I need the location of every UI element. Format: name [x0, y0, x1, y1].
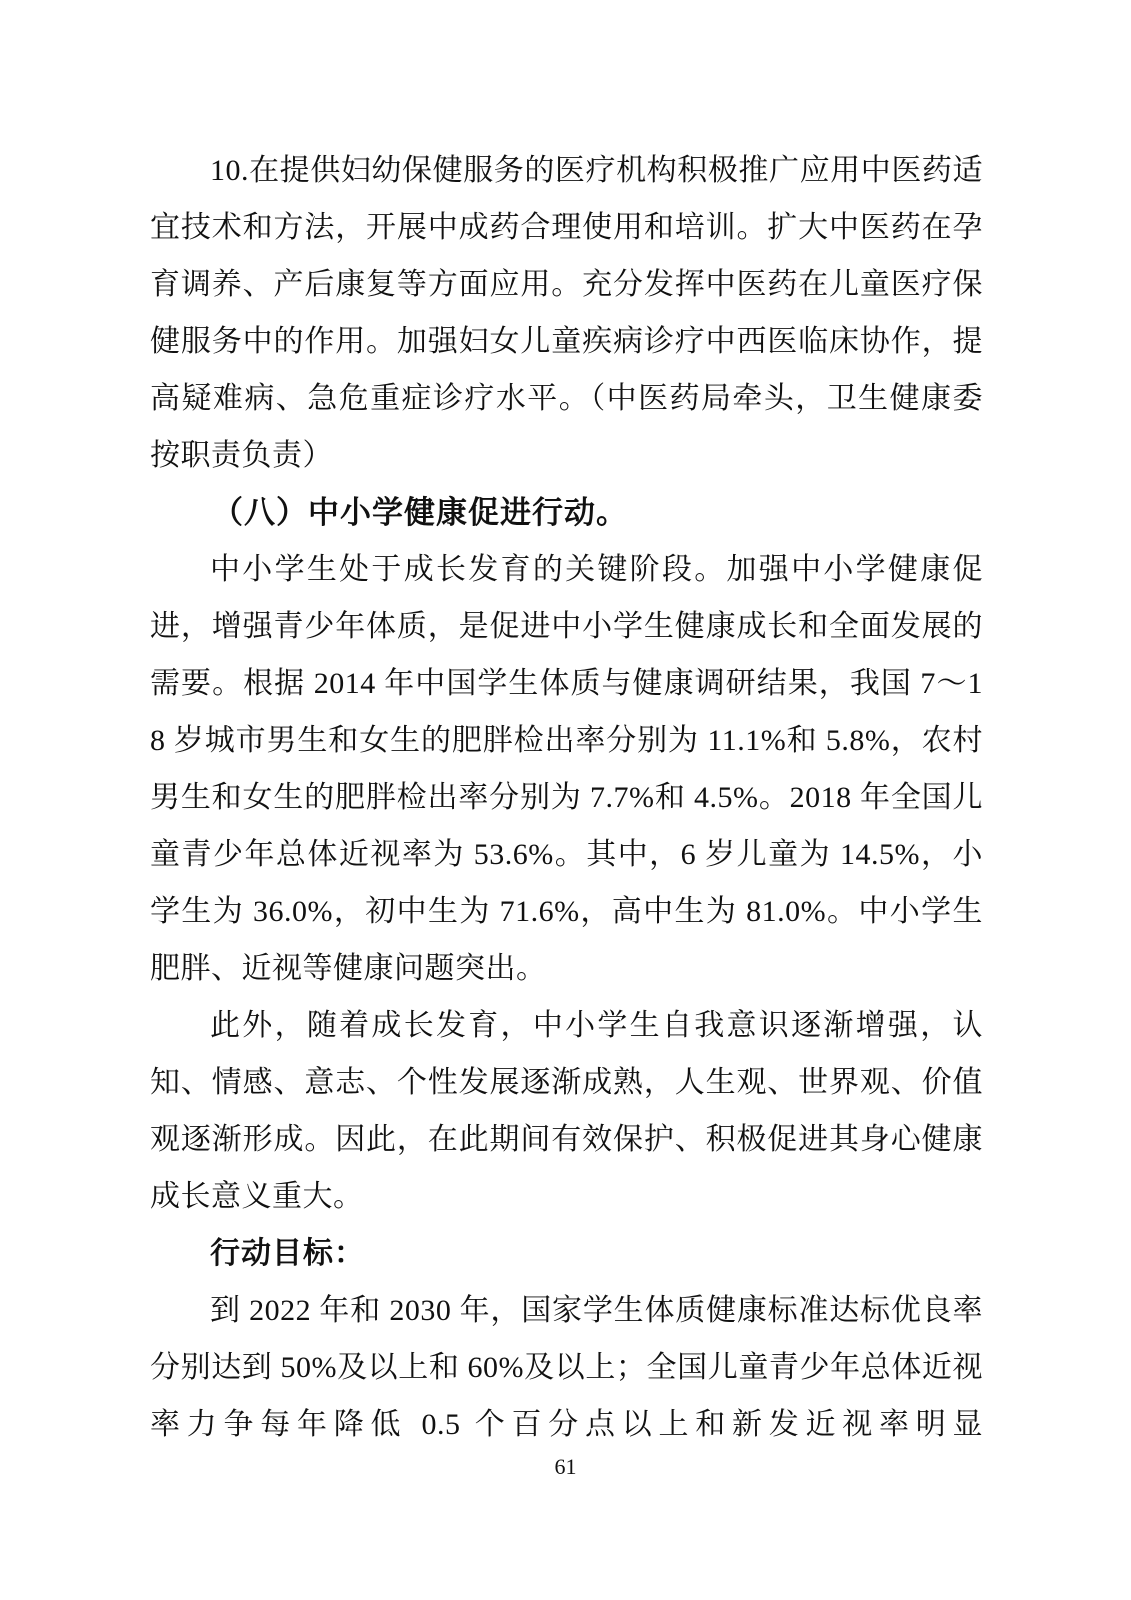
paragraph-growth-stats: 中小学生处于成长发育的关键阶段。加强中小学健康促进，增强青少年体质，是促进中小学生健康成长和全面发展的需要。根据 2014 年中国学生体质与健康调研结果，我国 7～18 岁城市男生和女生的肥胖检出率分别为 11.1%和 5.8%，农村男生和女生的肥胖检出率分别为 7.7%和 4.5%。2018 年全国儿童青少年总体近视率为 53.6%。其中，6 岁儿童为 14.5%，小学生为 36.0%，初中生为 71.6%，高中生为 81.0%。中小学生肥胖、近视等健康问题突出。 [150, 553, 983, 985]
section-heading-eight: （八）中小学健康促进行动。 [212, 495, 628, 530]
paragraph-goals: 到 2022 年和 2030 年，国家学生体质健康标准达标优良率分别达到 50%及以上和 60%及以上；全国儿童青少年总体近视率力争每年降低 0.5 个百分点以上和新发近视率明显 [150, 1294, 983, 1441]
paragraph-tcm-maternal-child: 10.在提供妇幼保健服务的医疗机构积极推广应用中医药适宜技术和方法，开展中成药合理使用和培训。扩大中医药在孕育调养、产后康复等方面应用。充分发挥中医药在儿童医疗保健服务中的作用。加强妇女儿童疾病诊疗中西医临床协作，提高疑难病、急危重症诊疗水平。（中医药局牵头，卫生健康委按职责负责） [150, 154, 983, 472]
page-number: 61 [554, 1454, 577, 1479]
document-content [150, 142, 983, 1453]
paragraph-psych-development: 此外，随着成长发育，中小学生自我意识逐渐增强，认知、情感、意志、个性发展逐渐成熟，人生观、世界观、价值观逐渐形成。因此，在此期间有效保护、积极促进其身心健康成长意义重大。 [150, 1009, 983, 1213]
action-goal-heading: 行动目标： [210, 1237, 365, 1270]
